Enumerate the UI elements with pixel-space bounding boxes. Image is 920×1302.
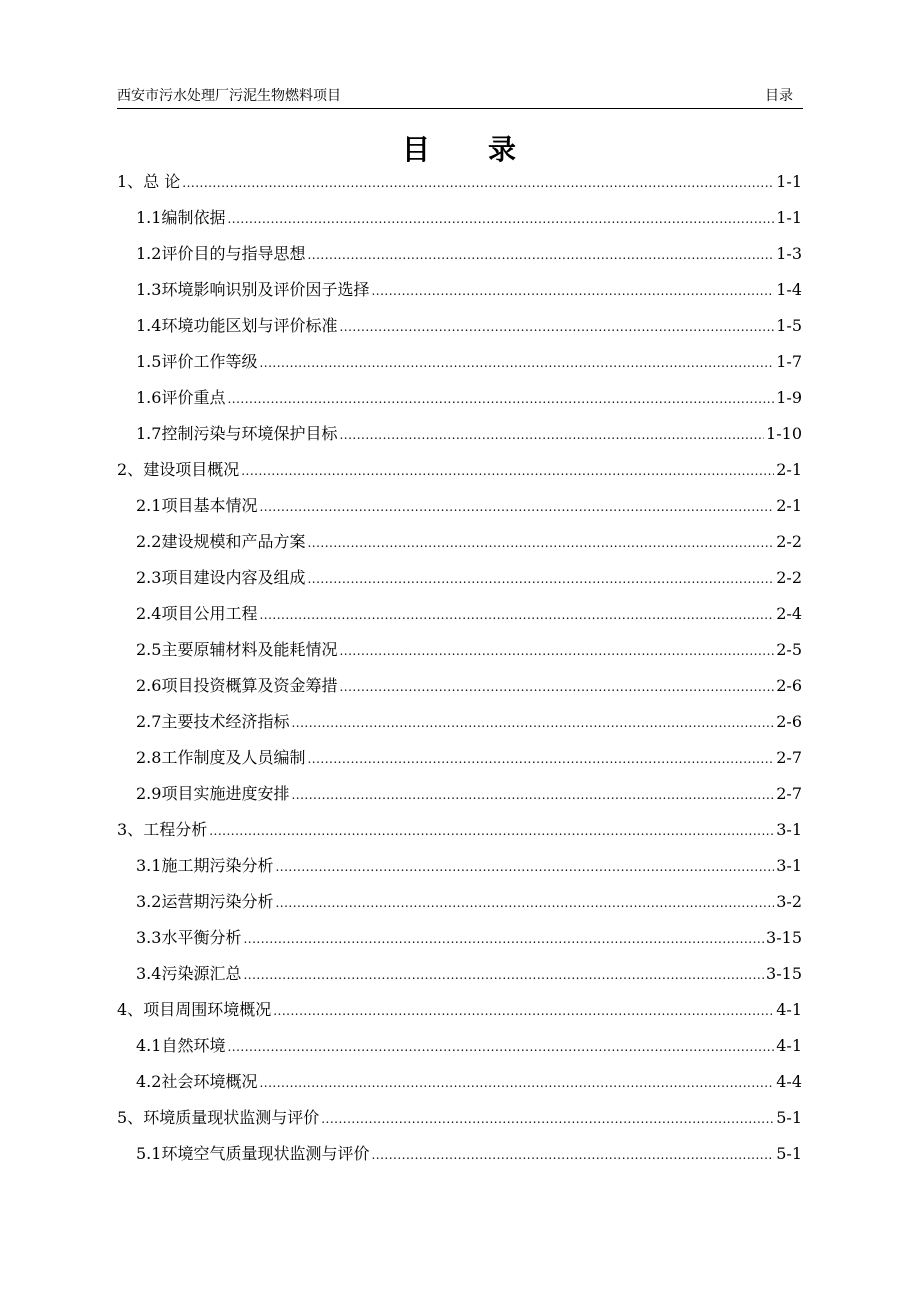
toc-entry-label: 施工期污染分析 <box>161 856 274 875</box>
toc-entry-label: 环境空气质量现状监测与评价 <box>161 1144 370 1163</box>
toc-leader-dots <box>371 1139 774 1171</box>
toc-leader-dots <box>273 995 774 1027</box>
toc-entry-number: 1.6 <box>136 388 162 407</box>
toc-leader-dots <box>275 887 774 919</box>
toc-entry-page: 1-4 <box>776 280 802 299</box>
toc-entry-number: 2.6 <box>136 676 162 695</box>
toc-leader-dots <box>259 1067 774 1099</box>
toc-leader-dots <box>227 203 774 235</box>
toc-entry-page: 4-1 <box>776 1036 802 1055</box>
toc-entry[interactable] <box>117 382 802 418</box>
toc-entry-number: 2.2 <box>136 532 162 551</box>
toc-entry[interactable] <box>117 742 802 778</box>
section-name: 目录 <box>765 88 793 104</box>
toc-entry-number: 3.3 <box>136 928 162 947</box>
toc-entry-label: 评价工作等级 <box>161 352 258 371</box>
toc-entry-page: 1-5 <box>776 316 802 335</box>
toc-entry-number: 1、 <box>117 172 144 191</box>
toc-entry-number: 1.2 <box>136 244 162 263</box>
toc-entry-page: 3-15 <box>766 928 802 947</box>
toc-entry[interactable] <box>117 454 802 490</box>
toc-leader-dots <box>259 491 774 523</box>
toc-entry-page: 4-1 <box>776 1000 802 1019</box>
toc-entry-label: 主要技术经济指标 <box>161 712 290 731</box>
document-title: 西安市污水处理厂污泥生物燃料项目 <box>117 88 341 104</box>
toc-entry[interactable] <box>117 490 802 526</box>
toc-entry-label: 污染源汇总 <box>161 964 242 983</box>
toc-entry-page: 5-1 <box>776 1108 802 1127</box>
toc-entry-number: 2.7 <box>136 712 162 731</box>
toc-entry-label: 运营期污染分析 <box>161 892 274 911</box>
toc-entry-number: 1.3 <box>136 280 162 299</box>
toc-leader-dots <box>209 815 774 847</box>
toc-entry-label: 评价重点 <box>161 388 226 407</box>
toc-entry-number: 4、 <box>117 1000 144 1019</box>
toc-entry-label: 环境功能区划与评价标准 <box>161 316 338 335</box>
toc-leader-dots <box>243 959 764 991</box>
toc-leader-dots <box>259 347 774 379</box>
toc-entry[interactable] <box>117 1138 802 1174</box>
toc-entry[interactable] <box>117 526 802 562</box>
toc-leader-dots <box>259 599 774 631</box>
toc-entry[interactable] <box>117 166 802 202</box>
toc-entry-page: 1-1 <box>776 208 802 227</box>
toc-entry[interactable] <box>117 202 802 238</box>
toc-entry[interactable] <box>117 1030 802 1066</box>
toc-entry-page: 2-1 <box>776 460 802 479</box>
toc-entry-number: 2.4 <box>136 604 162 623</box>
toc-entry-page: 2-2 <box>776 568 802 587</box>
toc-entry-page: 1-7 <box>776 352 802 371</box>
toc-entry-page: 3-2 <box>776 892 802 911</box>
toc-leader-dots <box>275 851 774 883</box>
toc-entry[interactable] <box>117 1102 802 1138</box>
table-of-contents <box>117 166 802 1174</box>
toc-leader-dots <box>321 1103 774 1135</box>
toc-entry[interactable] <box>117 634 802 670</box>
toc-entry-label: 项目基本情况 <box>161 496 258 515</box>
toc-leader-dots <box>241 455 774 487</box>
toc-entry-number: 3.4 <box>136 964 162 983</box>
toc-entry-page: 5-1 <box>776 1144 802 1163</box>
toc-entry[interactable] <box>117 886 802 922</box>
toc-entry-label: 项目周围环境概况 <box>143 1000 272 1019</box>
page-header <box>117 86 803 109</box>
toc-leader-dots <box>339 419 764 451</box>
toc-entry-label: 工作制度及人员编制 <box>161 748 306 767</box>
toc-entry-number: 3.1 <box>136 856 162 875</box>
toc-leader-dots <box>227 383 774 415</box>
toc-entry[interactable] <box>117 598 802 634</box>
toc-entry-page: 1-1 <box>776 172 802 191</box>
toc-entry[interactable] <box>117 238 802 274</box>
toc-entry-label: 主要原辅材料及能耗情况 <box>161 640 338 659</box>
toc-entry-page: 3-1 <box>776 820 802 839</box>
page-title <box>0 132 920 168</box>
toc-entry-label: 环境质量现状监测与评价 <box>143 1108 320 1127</box>
title-char-1: 目 <box>401 133 432 166</box>
toc-entry-page: 4-4 <box>776 1072 802 1091</box>
toc-leader-dots <box>243 923 764 955</box>
toc-entry-label: 环境影响识别及评价因子选择 <box>161 280 370 299</box>
toc-entry-label: 项目建设内容及组成 <box>161 568 306 587</box>
toc-entry-label: 项目投资概算及资金筹措 <box>161 676 338 695</box>
title-char-2: 录 <box>488 133 519 166</box>
toc-leader-dots <box>371 275 774 307</box>
toc-leader-dots <box>339 671 774 703</box>
toc-entry-label: 工程分析 <box>143 820 208 839</box>
toc-entry-label: 项目公用工程 <box>161 604 258 623</box>
toc-entry-page: 1-9 <box>776 388 802 407</box>
toc-leader-dots <box>307 743 774 775</box>
toc-entry-label: 建设规模和产品方案 <box>161 532 306 551</box>
toc-leader-dots <box>307 527 774 559</box>
toc-entry[interactable] <box>117 958 802 994</box>
toc-entry-number: 5.1 <box>136 1144 162 1163</box>
toc-entry[interactable] <box>117 310 802 346</box>
toc-entry-page: 3-15 <box>766 964 802 983</box>
toc-leader-dots <box>307 563 774 595</box>
toc-entry-number: 2.8 <box>136 748 162 767</box>
toc-entry-number: 2.1 <box>136 496 162 515</box>
toc-entry-label: 自然环境 <box>161 1036 226 1055</box>
toc-entry-number: 5、 <box>117 1108 144 1127</box>
toc-entry-page: 2-2 <box>776 532 802 551</box>
toc-entry-page: 2-7 <box>776 748 802 767</box>
toc-entry[interactable] <box>117 346 802 382</box>
toc-entry-page: 2-5 <box>776 640 802 659</box>
toc-entry[interactable] <box>117 994 802 1030</box>
toc-entry-label: 总 论 <box>143 172 181 191</box>
toc-entry[interactable] <box>117 778 802 814</box>
toc-entry-number: 1.1 <box>136 208 162 227</box>
toc-entry-label: 控制污染与环境保护目标 <box>161 424 338 443</box>
toc-entry[interactable] <box>117 922 802 958</box>
toc-leader-dots <box>339 311 774 343</box>
toc-entry-number: 4.2 <box>136 1072 162 1091</box>
toc-entry-number: 1.4 <box>136 316 162 335</box>
toc-entry[interactable] <box>117 418 802 454</box>
toc-entry-number: 2、 <box>117 460 144 479</box>
toc-leader-dots <box>227 1031 774 1063</box>
toc-entry-label: 社会环境概况 <box>161 1072 258 1091</box>
toc-entry-label: 项目实施进度安排 <box>161 784 290 803</box>
toc-leader-dots <box>291 779 774 811</box>
toc-leader-dots <box>339 635 774 667</box>
toc-entry[interactable] <box>117 814 802 850</box>
toc-entry-label: 水平衡分析 <box>161 928 242 947</box>
toc-entry-page: 1-10 <box>766 424 802 443</box>
toc-entry-label: 建设项目概况 <box>143 460 240 479</box>
toc-entry-number: 4.1 <box>136 1036 162 1055</box>
toc-entry[interactable] <box>117 670 802 706</box>
toc-entry[interactable] <box>117 274 802 310</box>
toc-entry-number: 2.9 <box>136 784 162 803</box>
toc-leader-dots <box>291 707 774 739</box>
toc-entry[interactable] <box>117 850 802 886</box>
toc-entry-number: 3、 <box>117 820 144 839</box>
toc-entry[interactable] <box>117 706 802 742</box>
toc-entry-page: 2-6 <box>776 676 802 695</box>
toc-entry-page: 2-6 <box>776 712 802 731</box>
toc-entry-page: 2-7 <box>776 784 802 803</box>
toc-entry[interactable] <box>117 1066 802 1102</box>
toc-entry-number: 1.7 <box>136 424 162 443</box>
toc-entry-label: 评价目的与指导思想 <box>161 244 306 263</box>
toc-entry-page: 1-3 <box>776 244 802 263</box>
toc-entry-label: 编制依据 <box>161 208 226 227</box>
toc-leader-dots <box>182 167 774 199</box>
toc-entry-page: 3-1 <box>776 856 802 875</box>
toc-leader-dots <box>307 239 774 271</box>
toc-entry-number: 3.2 <box>136 892 162 911</box>
toc-entry-number: 2.3 <box>136 568 162 587</box>
toc-entry-number: 2.5 <box>136 640 162 659</box>
toc-entry-page: 2-4 <box>776 604 802 623</box>
toc-entry-number: 1.5 <box>136 352 162 371</box>
toc-entry-page: 2-1 <box>776 496 802 515</box>
toc-entry[interactable] <box>117 562 802 598</box>
